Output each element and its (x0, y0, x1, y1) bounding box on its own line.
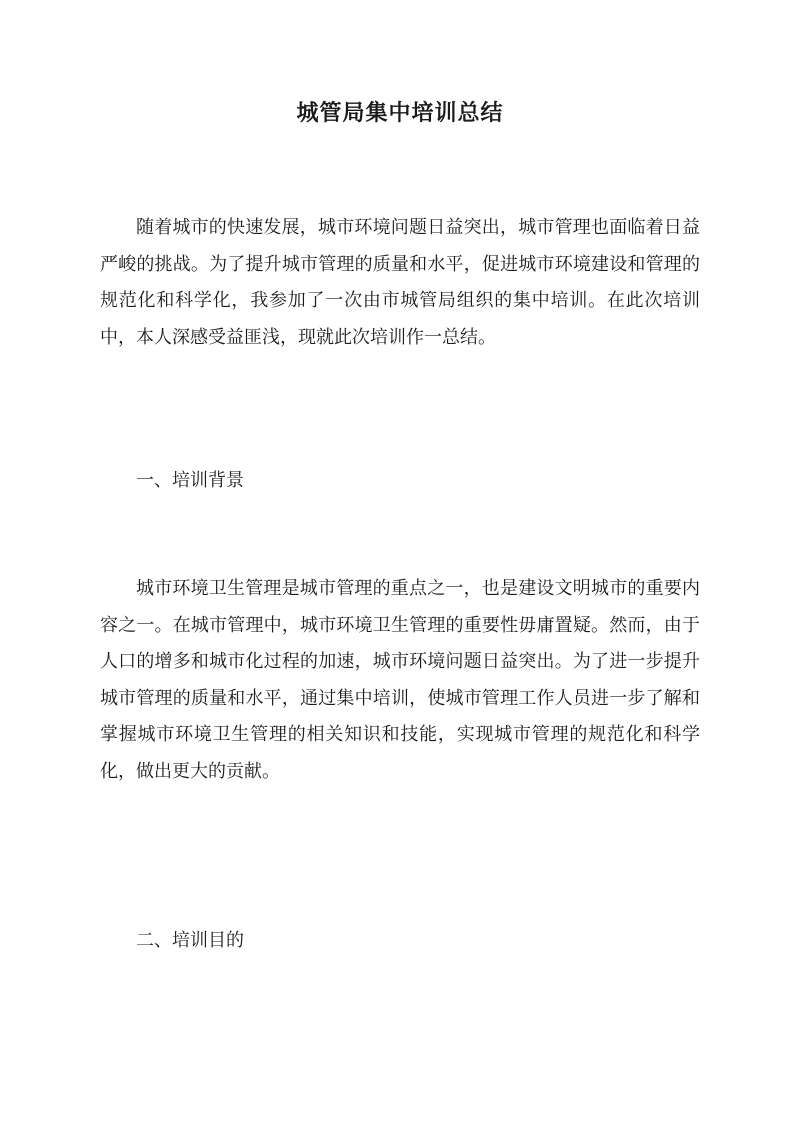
document-title: 城管局集中培训总结 (296, 100, 504, 126)
intro-paragraph: 随着城市的快速发展，城市环境问题日益突出，城市管理也面临着日益严峻的挑战。为了提升城市管理的质量和水平，促进城市环境建设和管理的规范化和科学化，我参加了一次由市城管局组织的集中培训。在此次培训中，本人深感受益匪浅，现就此次培训作一总结。 (100, 217, 700, 348)
section-paragraph-background: 城市环境卫生管理是城市管理的重点之一，也是建设文明城市的重要内容之一。在城市管理中，城市环境卫生管理的重要性毋庸置疑。然而，由于人口的增多和城市化过程的加速，城市环境问题日益突出。为了进一步提升城市管理的质量和水平，通过集中培训，使城市管理工作人员进一步了解和掌握城市环境卫生管理的相关知识和技能，实现城市管理的规范化和科学化，做出更大的贡献。 (100, 578, 700, 782)
section-heading-background: 一、培训背景 (136, 470, 244, 491)
section-heading-purpose: 二、培训目的 (136, 930, 244, 951)
